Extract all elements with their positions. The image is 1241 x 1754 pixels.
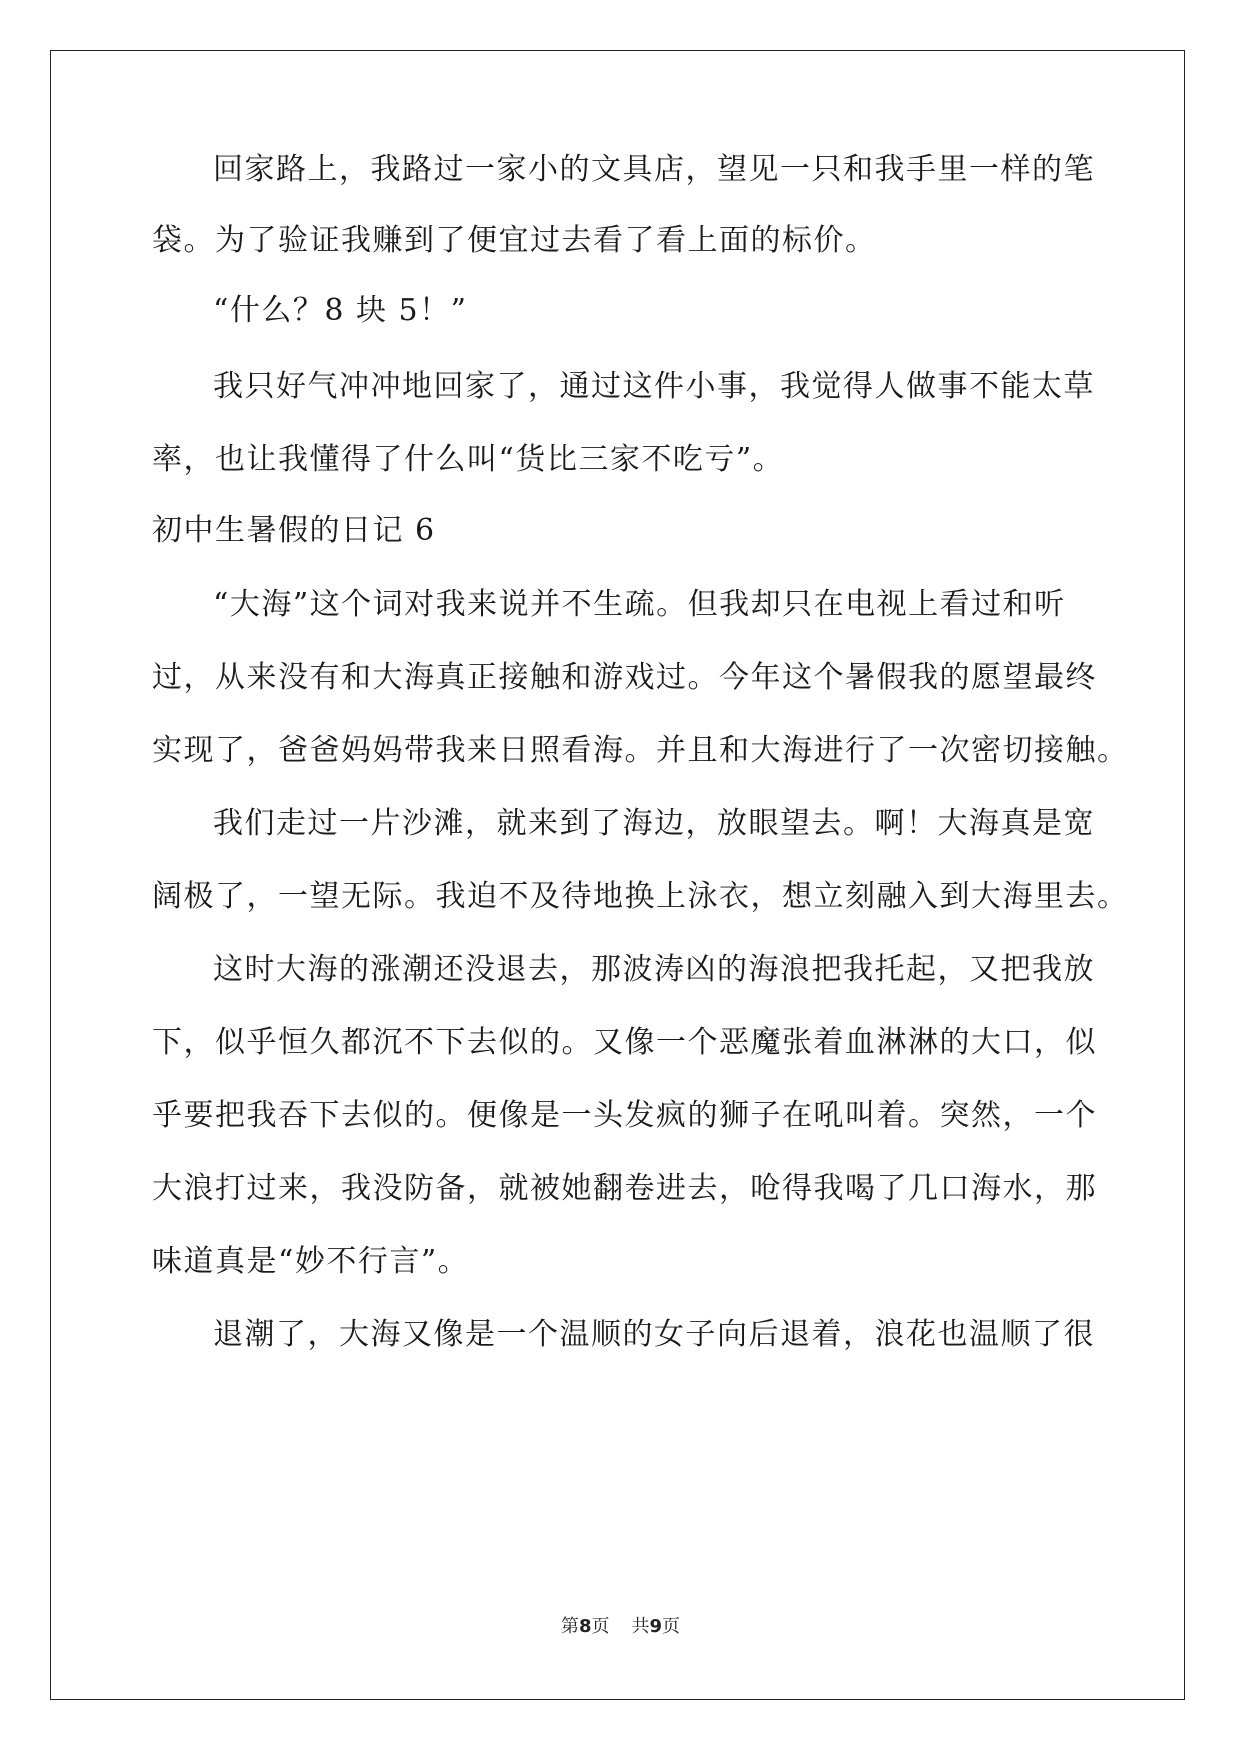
paragraph-line: 阔极了，一望无际。我迫不及待地换上泳衣，想立刻融入到大海里去。 [152,879,1129,914]
paragraph-line: 下，似乎恒久都沉不下去似的。又像一个恶魔张着血淋淋的大口，似 [152,1025,1097,1060]
page-label-suffix: 页 [591,1616,610,1637]
paragraph-line: 过，从来没有和大海真正接触和游戏过。今年这个暑假我的愿望最终 [152,660,1097,695]
paragraph-line: 我们走过一片沙滩，就来到了海边，放眼望去。啊！大海真是宽 [213,806,1095,841]
paragraph-line: 味道真是“妙不行言”。 [152,1244,470,1279]
paragraph-line: 袋。为了验证我赚到了便宜过去看了看上面的标价。 [152,223,877,258]
paragraph-line: 我只好气冲冲地回家了，通过这件小事，我觉得人做事不能太草 [213,369,1095,404]
paragraph-line: 回家路上，我路过一家小的文具店，望见一只和我手里一样的笔 [213,152,1095,187]
total-label-prefix: 共 [631,1616,650,1637]
paragraph-line: 大浪打过来，我没防备，就被她翻卷进去，呛得我喝了几口海水，那 [152,1171,1097,1206]
page-label-prefix: 第 [560,1616,579,1637]
paragraph-line: 率，也让我懂得了什么叫“货比三家不吃亏”。 [152,442,785,477]
paragraph-line: “大海”这个词对我来说并不生疏。但我却只在电视上看过和听 [213,587,1066,622]
section-heading: 初中生暑假的日记 6 [152,513,436,548]
paragraph-line: 这时大海的涨潮还没退去，那波涛凶的海浪把我托起，又把我放 [213,952,1095,987]
total-label-suffix: 页 [662,1616,681,1637]
paragraph-line: “什么？8 块 5！” [213,293,468,328]
current-page-number: 8 [578,1616,592,1637]
paragraph-line: 实现了，爸爸妈妈带我来日照看海。并且和大海进行了一次密切接触。 [152,733,1129,768]
total-page-number: 9 [649,1616,663,1637]
paragraph-line: 退潮了，大海又像是一个温顺的女子向后退着，浪花也温顺了很 [213,1317,1095,1352]
paragraph-line: 乎要把我吞下去似的。便像是一头发疯的狮子在吼叫着。突然，一个 [152,1098,1097,1133]
page-footer [0,1612,1241,1638]
